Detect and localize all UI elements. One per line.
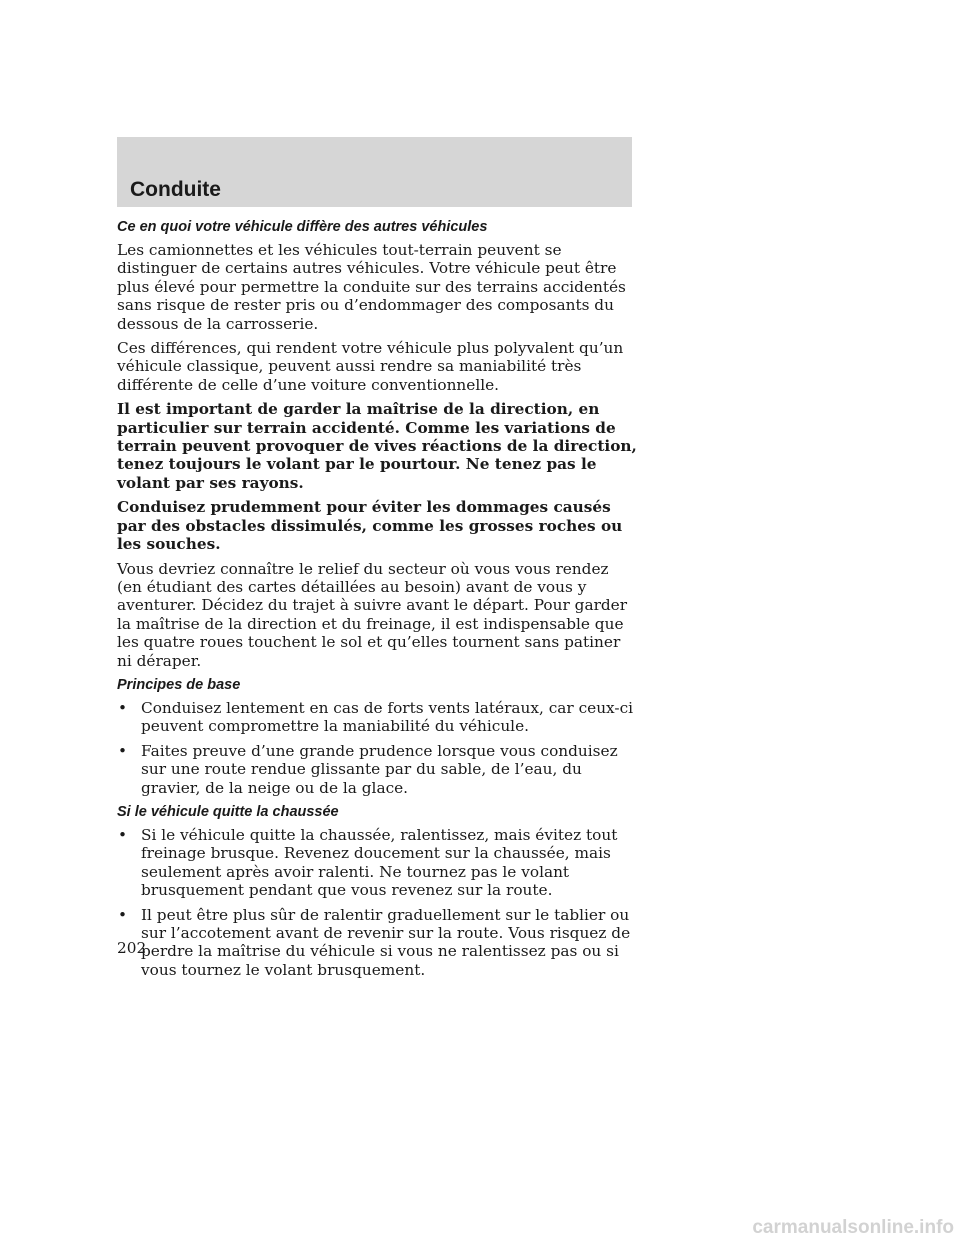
list-item-text: Si le véhicule quitte la chaussée, ralentissez, mais évitez tout freinage brusque. Revenez doucement sur la chaussée, mais seulement après avoir ralenti. Ne tournez pas le volant brusquement pendant que vous revenez sur la route.: [141, 825, 618, 900]
bullet-icon: •: [118, 698, 128, 717]
list-item: [117, 742, 637, 797]
list-item: [117, 906, 637, 980]
watermark: carmanualsonline.info: [752, 1217, 954, 1238]
bullet-icon: •: [118, 905, 128, 924]
page-number: 202: [117, 939, 147, 957]
section-heading-differences: Ce en quoi votre véhicule diffère des autres véhicules: [117, 219, 488, 235]
paragraph-steering-warning: Il est important de garder la maîtrise de la direction, en particulier sur terrain accidenté. Comme les variations de terrain peuvent provoquer de vives réactions de la direction, tenez toujours le volant par le pourtour. Ne tenez pas le volant par ses rayons.: [117, 400, 637, 492]
basics-list: [117, 699, 637, 797]
paragraph-terrain: Vous devriez connaître le relief du secteur où vous vous rendez (en étudiant des cartes détaillées au besoin) avant de vous y aventurer. Décidez du trajet à suivre avant le départ. Pour garder la maîtrise de la direction et du freinage, il est indispensable que les quatre roues touchent le sol et qu’elles tournent sans patiner ni déraper.: [117, 559, 628, 670]
section-heading-basics: Principes de base: [117, 676, 241, 693]
list-item-text: Conduisez lentement en cas de forts vents latéraux, car ceux-ci peuvent compromettre la maniabilité du véhicule.: [141, 698, 634, 736]
section-heading-off-road: Si le véhicule quitte la chaussée: [117, 803, 339, 820]
chapter-title: Conduite: [130, 178, 221, 201]
bullet-icon: •: [118, 741, 128, 760]
paragraph-obstacles-warning: Conduisez prudemment pour éviter les dommages causés par des obstacles dissimulés, comme les grosses roches ou les souches.: [117, 498, 623, 554]
page-content: [117, 218, 637, 985]
bullet-icon: •: [118, 825, 128, 844]
paragraph-differences: Ces différences, qui rendent votre véhicule plus polyvalent qu’un véhicule classique, peuvent aussi rendre sa maniabilité très différente de celle d’une voiture conventionnelle.: [117, 339, 624, 394]
paragraph-intro: Les camionnettes et les véhicules tout-terrain peuvent se distinguer de certains autres véhicules. Votre véhicule peut être plus élevé pour permettre la conduite sur des terrains accidentés sans risque de rester pris ou d’endommager des composants du dessous de la carrosserie.: [117, 241, 626, 333]
list-item-text: Faites preuve d’une grande prudence lorsque vous conduisez sur une route rendue glissante par du sable, de l’eau, du gravier, de la neige ou de la glace.: [141, 741, 618, 797]
off-road-list: [117, 826, 637, 979]
list-item-text: Il peut être plus sûr de ralentir graduellement sur le tablier ou sur l’accotement avant de revenir sur la route. Vous risquez de perdre la maîtrise du véhicule si vous ne ralentissez pas ou si vous tournez le volant brusquement.: [141, 905, 631, 979]
list-item: [117, 826, 637, 900]
list-item: [117, 699, 637, 736]
